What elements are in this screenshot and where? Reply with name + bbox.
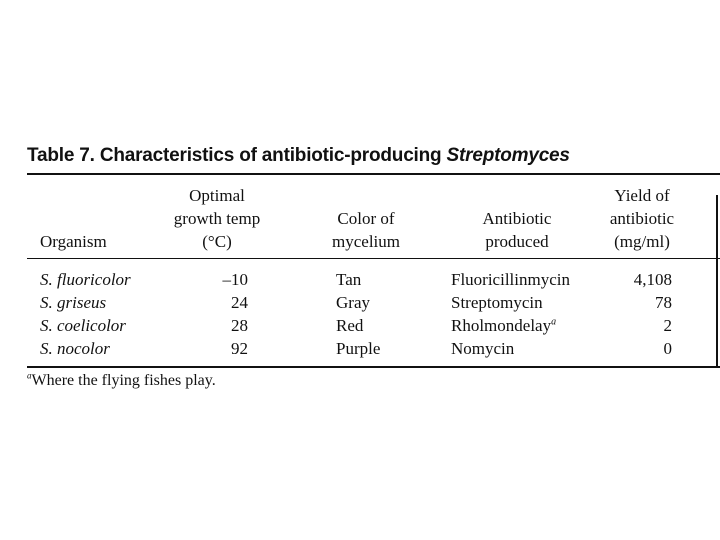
header-antibiotic-line-1: Antibiotic [482,209,552,228]
cell-yield: 0 [663,339,672,358]
table-title-prefix: Table 7. Characteristics of antibiotic-producing [27,145,447,166]
table-footnote [27,372,216,390]
footnote-marker: a [551,316,557,328]
right-edge-mark [716,195,718,367]
header-yield [596,184,688,253]
header-yield-line-2: antibiotic [609,209,675,228]
cell-color: Tan [336,270,362,289]
header-temp-line-3: (°C) [202,232,232,251]
header-growth-temp [152,184,282,253]
cell-antibiotic-name: Rholmondelay [451,316,552,335]
cell-organism: S. nocolor [40,339,110,358]
cell-antibiotic [451,314,556,338]
cell-antibiotic [451,337,514,361]
header-temp-line-2: growth temp [173,209,261,228]
header-temp-line-1: Optimal [189,186,245,205]
footnote-text: Where the flying fishes play. [31,372,216,389]
cell-organism: S. griseus [40,293,107,312]
header-antibiotic-line-2: produced [485,232,549,251]
cell-temp: –10 [222,270,248,289]
cell-yield: 78 [655,293,672,312]
cell-temp: 92 [231,339,248,358]
top-rule [27,173,720,175]
cell-organism: S. coelicolor [40,316,126,335]
header-yield-line-3: (mg/ml) [614,232,670,251]
footnote-mark: a [27,370,32,381]
header-organism-label: Organism [40,232,107,251]
cell-temp: 24 [231,293,248,312]
cell-temp: 28 [231,316,248,335]
header-yield-line-1: Yield of [614,186,670,205]
header-rule [27,258,720,259]
table-row [0,268,720,292]
cell-organism: S. fluoricolor [40,270,131,289]
header-organism [40,230,107,253]
header-color-line-1: Color of [337,209,395,228]
cell-antibiotic-name: Fluoricillinmycin [451,270,570,289]
table-title [27,145,570,167]
table-title-genus: Streptomyces [446,145,570,166]
table-row [0,314,720,338]
header-antibiotic [462,207,572,253]
cell-yield: 2 [663,316,672,335]
cell-antibiotic [451,291,543,315]
cell-color: Gray [336,293,370,312]
header-color-line-2: mycelium [332,232,400,251]
cell-antibiotic-name: Nomycin [451,339,515,358]
header-mycelium-color [316,207,416,253]
cell-antibiotic [451,268,570,292]
table-row [0,291,720,315]
table-row [0,337,720,361]
bottom-rule [27,366,720,368]
cell-color: Red [336,316,364,335]
cell-antibiotic-name: Streptomycin [451,293,543,312]
cell-yield: 4,108 [633,270,672,289]
cell-color: Purple [336,339,381,358]
